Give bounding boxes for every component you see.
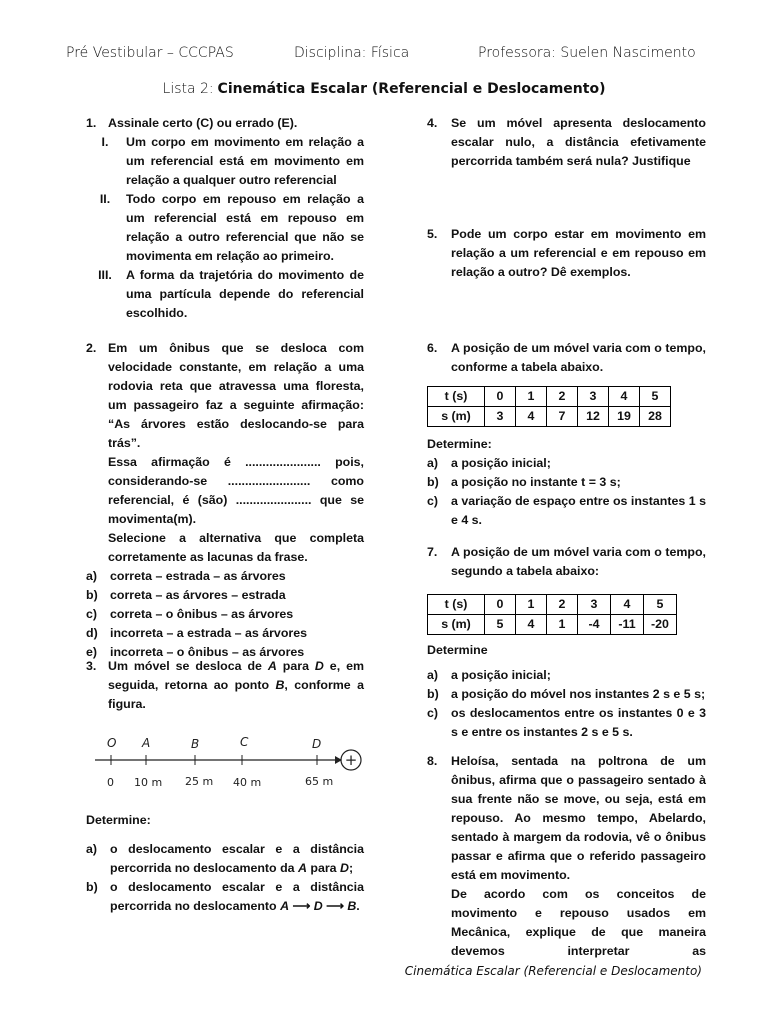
q4-text: Se um móvel apresenta deslocamento escalar nulo, a distância efetivamente percorrida também será nula? Justifique: [451, 116, 706, 168]
q1-item-text: A forma da trajetória do movimento de uma partícula depende do referencial escolhido.: [126, 268, 364, 320]
table-cell: -20: [644, 615, 677, 635]
option-letter: b): [427, 475, 439, 489]
page-footer: Cinemática Escalar (Referencial e Deslocamento): [404, 964, 702, 978]
distance-label: 10 m: [134, 776, 163, 789]
option-letter: c): [86, 607, 98, 621]
table-cell: -11: [611, 615, 644, 635]
point-label-d: D: [312, 737, 322, 751]
q1-item-number: II.: [99, 192, 111, 206]
q3-determine: Determine:: [86, 813, 151, 827]
option-letter: a): [86, 569, 98, 583]
table-cell: 2: [547, 595, 578, 615]
point-label-b: B: [191, 737, 200, 751]
option-text: correta – as árvores – estrada: [110, 588, 286, 602]
table-cell: 5: [640, 387, 671, 407]
question-5: [427, 225, 706, 282]
header-discipline: Disciplina: Física: [294, 45, 410, 61]
q5-text: Pode um corpo estar em movimento em relação a um referencial e em repouso em relação a outro? Dê exemplos.: [451, 227, 706, 279]
option-text: a posição no instante t = 3 s;: [451, 475, 621, 489]
question-3: [86, 657, 364, 714]
option-letter: a): [427, 456, 439, 470]
table-cell: 28: [640, 407, 671, 427]
q5-number: 5.: [427, 227, 438, 241]
q3-text: Um móvel se desloca de A para D e, em seguida, retorna ao ponto B, conforme a figura.: [108, 659, 364, 711]
q6-text: A posição de um móvel varia com o tempo, conforme a tabela abaixo.: [451, 341, 706, 374]
table-cell: 4: [516, 407, 547, 427]
q2-fill-text: Essa afirmação é ...................... pois, considerando-se ........................ como referencial, é (são) ...................... que se movimenta(m).: [108, 455, 364, 526]
q8-text-continued: De acordo com os conceitos de movimento e repouso usados em Mecânica, explique de que maneira devemos interpretar as: [451, 887, 706, 958]
option-text: a posição do móvel nos instantes 2 s e 5 s;: [451, 687, 706, 701]
table-cell: 3: [578, 595, 611, 615]
page-title: [0, 80, 768, 97]
table-cell: 1: [516, 387, 547, 407]
option-text: o deslocamento escalar e a distância percorrida no deslocamento A ⟶ D ⟶ B.: [110, 880, 364, 913]
option-letter: b): [86, 588, 98, 602]
option-letter: a): [427, 668, 439, 682]
q1-number: 1.: [86, 116, 97, 130]
q1-item-number: I.: [101, 135, 109, 149]
q2-number: 2.: [86, 341, 97, 355]
option-text: correta – o ônibus – as árvores: [110, 607, 294, 621]
q7-table: [427, 594, 677, 635]
q1-item-number: III.: [98, 268, 112, 282]
q6-table: [427, 386, 671, 427]
table-cell: s (m): [428, 615, 485, 635]
q6-number: 6.: [427, 341, 438, 355]
table-cell: -4: [578, 615, 611, 635]
header-teacher: Professora: Suelen Nascimento: [478, 45, 696, 61]
question-1: [86, 114, 364, 323]
header-course: Pré Vestibular – CCCPAS: [66, 45, 234, 61]
option-text: a variação de espaço entre os instantes 1 s e 4 s.: [451, 494, 706, 527]
q1-item-text: Todo corpo em repouso em relação a um referencial está em repouso em relação a outro referencial que não se movimenta em relação ao primeiro.: [126, 192, 364, 263]
option-text: a posição inicial;: [451, 668, 551, 682]
table-cell: 5: [644, 595, 677, 615]
table-cell: 1: [516, 595, 547, 615]
q2-instruction: Selecione a alternativa que completa corretamente as lacunas da frase.: [108, 531, 364, 564]
q7-number: 7.: [427, 545, 438, 559]
table-cell: 4: [609, 387, 640, 407]
option-text: incorreta – o ônibus – as árvores: [110, 645, 305, 659]
option-text: os deslocamentos entre os instantes 0 e 3 s e entre os instantes 2 s e 5 s.: [451, 706, 706, 739]
q7-determine: Determine: [427, 643, 488, 657]
option-letter: e): [86, 645, 98, 659]
option-letter: d): [86, 626, 98, 640]
plus-sign: +: [344, 751, 358, 769]
point-label-o: O: [107, 736, 117, 750]
question-4: [427, 114, 706, 171]
table-cell: t (s): [428, 595, 485, 615]
q2-text: Em um ônibus que se desloca com velocidade constante, em relação a uma rodovia reta que atravessa uma floresta, um passageiro faz a seguinte afirmação: “As árvores estão deslocando-se para trás”.: [108, 341, 364, 450]
table-cell: s (m): [428, 407, 485, 427]
table-cell: 4: [611, 595, 644, 615]
table-cell: 19: [609, 407, 640, 427]
table-cell: 4: [516, 615, 547, 635]
table-cell: 0: [485, 595, 516, 615]
q8-number: 8.: [427, 754, 438, 768]
table-cell: 1: [547, 615, 578, 635]
option-letter: b): [86, 880, 98, 894]
option-text: o deslocamento escalar e a distância percorrida no deslocamento da A para D;: [110, 842, 364, 875]
q1-text: Assinale certo (C) ou errado (E).: [108, 116, 298, 130]
option-text: correta – estrada – as árvores: [110, 569, 286, 583]
option-text: a posição inicial;: [451, 456, 551, 470]
option-letter: b): [427, 687, 439, 701]
arrow-right-icon: ⟶: [326, 899, 344, 913]
arrow-right-icon: ⟶: [292, 899, 311, 913]
table-cell: 7: [547, 407, 578, 427]
q3-trajectory-figure: [90, 730, 380, 795]
q3-number: 3.: [86, 659, 97, 673]
option-letter: a): [86, 842, 98, 856]
question-2: [86, 339, 364, 662]
table-cell: 3: [485, 407, 516, 427]
q4-number: 4.: [427, 116, 438, 130]
title-label: Lista 2:: [162, 81, 214, 97]
distance-label: 40 m: [233, 776, 262, 789]
question-3-tasks: [86, 811, 364, 916]
q7-text: A posição de um móvel varia com o tempo, segundo a tabela abaixo:: [451, 545, 706, 578]
title-main: Cinemática Escalar (Referencial e Deslocamento): [217, 81, 606, 97]
option-letter: c): [427, 706, 439, 720]
distance-label: 65 m: [305, 775, 334, 788]
question-8: [427, 752, 706, 961]
distance-label: 0: [107, 776, 114, 789]
table-cell: 12: [578, 407, 609, 427]
table-cell: 0: [485, 387, 516, 407]
option-text: incorreta – a estrada – as árvores: [110, 626, 307, 640]
point-label-a: A: [142, 736, 151, 750]
option-letter: c): [427, 494, 439, 508]
distance-label: 25 m: [185, 775, 214, 788]
q8-text: Heloísa, sentada na poltrona de um ônibus, afirma que o passageiro sentado à sua frente não se move, ou seja, está em repouso. Ao mesmo tempo, Abelardo, sentado à margem da rodovia, vê o ônibus passar e afirma que o referido passageiro está em movimento.: [451, 754, 706, 882]
table-cell: 5: [485, 615, 516, 635]
table-cell: 3: [578, 387, 609, 407]
table-cell: 2: [547, 387, 578, 407]
question-6: [427, 339, 706, 530]
point-label-c: C: [240, 735, 249, 749]
q6-determine: Determine:: [427, 437, 492, 451]
table-cell: t (s): [428, 387, 485, 407]
question-7: [427, 543, 706, 742]
q1-item-text: Um corpo em movimento em relação a um referencial está em movimento em relação a qualquer outro referencial: [126, 135, 364, 187]
